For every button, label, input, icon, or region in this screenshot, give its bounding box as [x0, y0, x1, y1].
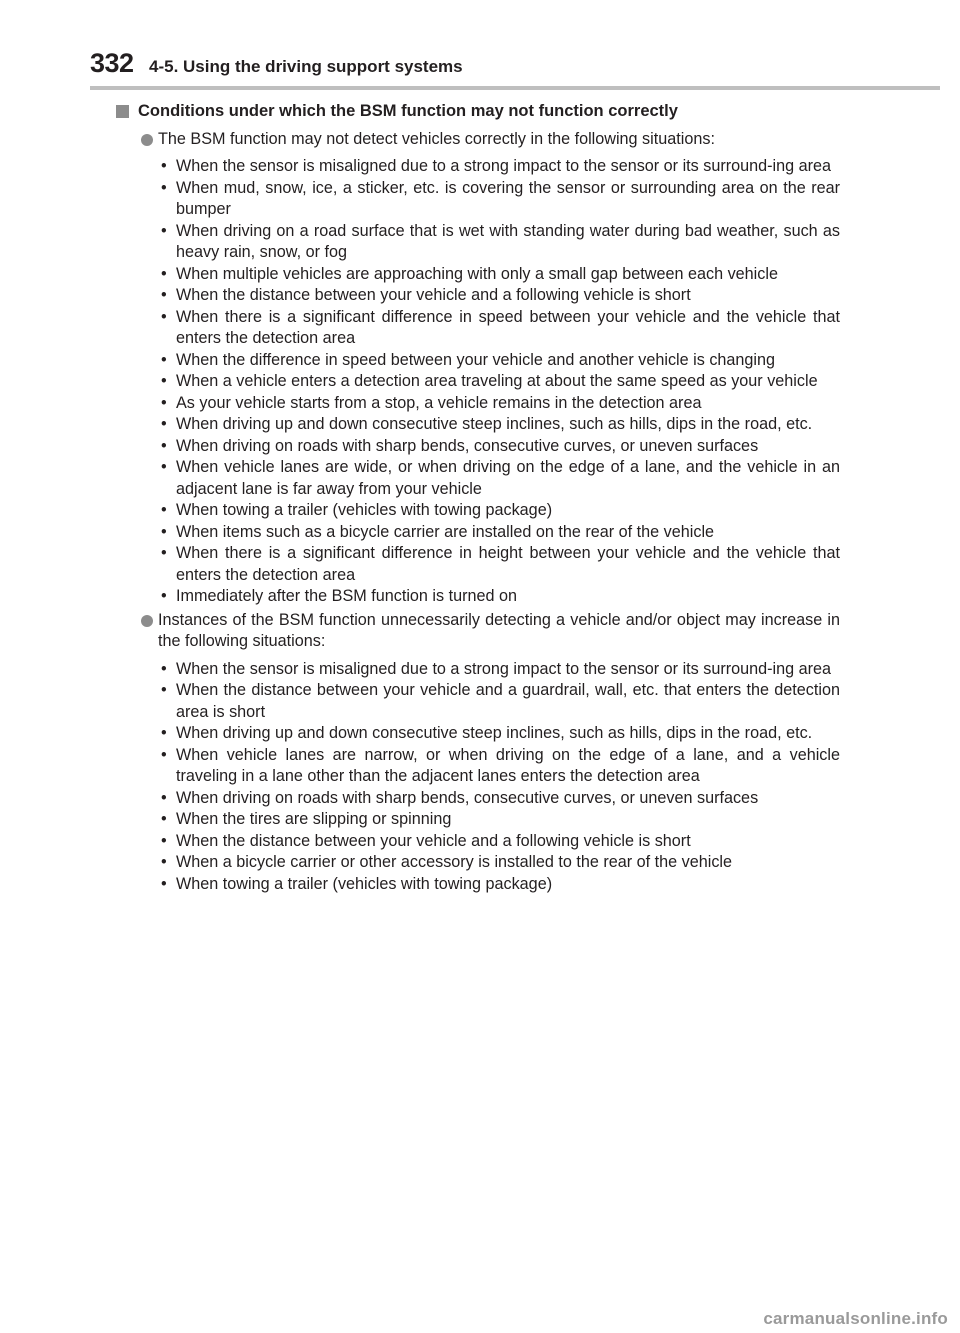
circle-bullet-icon [141, 615, 153, 627]
condition-group [116, 129, 840, 608]
dot-bullet-icon: • [161, 788, 167, 807]
dot-bullet-icon: • [161, 831, 167, 850]
list-item-text: When towing a trailer (vehicles with towing package) [176, 874, 553, 893]
list-item [161, 436, 840, 458]
dot-bullet-icon: • [161, 522, 167, 541]
list-item-text: When the tires are slipping or spinning [176, 810, 452, 828]
list-item-text: When towing a trailer (vehicles with towing package) [176, 501, 553, 519]
group-intro [116, 129, 840, 151]
page-number: 332 [90, 48, 134, 78]
list-item [161, 285, 840, 307]
list-item [161, 350, 840, 372]
list-item [161, 809, 840, 831]
dot-bullet-icon: • [161, 415, 167, 433]
list-item [161, 659, 840, 681]
dot-bullet-icon: • [161, 286, 167, 304]
dot-bullet-icon: • [161, 810, 167, 828]
list-item [161, 543, 840, 586]
dot-bullet-icon: • [161, 350, 167, 369]
list-item [161, 221, 840, 264]
list-item-text: When driving on roads with sharp bends, consecutive curves, or uneven surfaces [176, 436, 759, 455]
dot-bullet-icon: • [161, 221, 167, 240]
dot-bullet-icon: • [161, 178, 167, 197]
list-item-text: When driving on roads with sharp bends, consecutive curves, or uneven surfaces [176, 788, 759, 807]
list-item-text: When items such as a bicycle carrier are installed on the rear of the vehicle [176, 522, 715, 541]
list-item-text: When there is a significant difference in speed between your vehicle and the vehicle that enters the detection area [176, 307, 840, 347]
list-item [161, 156, 840, 178]
dot-bullet-icon: • [161, 544, 167, 562]
list-item-text: When the sensor is misaligned due to a strong impact to the sensor or its surround-ing area [176, 157, 832, 175]
list-item-text: When mud, snow, ice, a sticker, etc. is covering the sensor or surrounding area on the rear bumper [176, 178, 840, 218]
list-item [161, 852, 840, 874]
dot-bullet-icon: • [161, 681, 167, 699]
list-item [161, 788, 840, 810]
dot-bullet-icon: • [161, 458, 167, 476]
list-item [161, 680, 840, 723]
dot-bullet-icon: • [161, 393, 167, 412]
list-item [161, 500, 840, 522]
group-intro [116, 610, 840, 653]
list-item [161, 586, 840, 608]
list-item-text: When multiple vehicles are approaching with only a small gap between each vehicle [176, 264, 778, 283]
dot-bullet-icon: • [161, 659, 167, 678]
condition-list [116, 156, 840, 608]
list-item [161, 457, 840, 500]
square-bullet-icon [116, 105, 129, 118]
list-item [161, 723, 840, 745]
section-title: Conditions under which the BSM function may not function correctly [138, 102, 678, 120]
list-item [161, 178, 840, 221]
list-item-text: When driving up and down consecutive steep inclines, such as hills, dips in the road, etc. [176, 415, 813, 433]
list-item-text: When the sensor is misaligned due to a strong impact to the sensor or its surround-ing area [176, 659, 832, 678]
page-header [90, 46, 945, 86]
list-item-text: When a bicycle carrier or other accessory is installed to the rear of the vehicle [176, 853, 733, 871]
list-item-text: When the difference in speed between your vehicle and another vehicle is changing [176, 350, 776, 369]
list-item-text: When the distance between your vehicle and a following vehicle is short [176, 286, 691, 304]
list-item-text: When vehicle lanes are narrow, or when driving on the edge of a lane, and a vehicle traveling in a lane other than the adjacent lanes enters the detection area [176, 745, 840, 785]
list-item-text: When the distance between your vehicle and a following vehicle is short [176, 831, 691, 850]
dot-bullet-icon: • [161, 157, 167, 175]
dot-bullet-icon: • [161, 264, 167, 283]
condition-group [116, 610, 840, 896]
circle-bullet-icon [141, 134, 153, 146]
list-item [161, 264, 840, 286]
list-item [161, 745, 840, 788]
group-intro-text: Instances of the BSM function unnecessarily detecting a vehicle and/or object may increase in the following situations: [158, 610, 840, 650]
dot-bullet-icon: • [161, 724, 167, 742]
list-item [161, 831, 840, 853]
list-item-text: Immediately after the BSM function is turned on [176, 587, 518, 605]
list-item [161, 393, 840, 415]
list-item-text: When the distance between your vehicle and a guardrail, wall, etc. that enters the detection area is short [176, 681, 840, 721]
list-item [161, 307, 840, 350]
dot-bullet-icon: • [161, 874, 167, 893]
header-divider [90, 86, 940, 90]
list-item-text: When vehicle lanes are wide, or when driving on the edge of a lane, and the vehicle in an adjacent lane is far away from your vehicle [176, 458, 840, 498]
dot-bullet-icon: • [161, 587, 167, 605]
list-item [161, 414, 840, 436]
list-item-text: As your vehicle starts from a stop, a vehicle remains in the detection area [176, 393, 702, 412]
dot-bullet-icon: • [161, 745, 167, 764]
main-content [116, 101, 840, 895]
list-item [161, 371, 840, 393]
dot-bullet-icon: • [161, 436, 167, 455]
condition-list [116, 659, 840, 896]
chapter-title: 4-5. Using the driving support systems [149, 57, 463, 76]
section-heading [116, 101, 840, 123]
list-item-text: When driving on a road surface that is wet with standing water during bad weather, such as heavy rain, snow, or fog [176, 221, 840, 261]
list-item [161, 522, 840, 544]
list-item [161, 874, 840, 896]
group-intro-text: The BSM function may not detect vehicles correctly in the following situations: [158, 129, 715, 148]
dot-bullet-icon: • [161, 307, 167, 326]
list-item-text: When driving up and down consecutive steep inclines, such as hills, dips in the road, etc. [176, 724, 813, 742]
dot-bullet-icon: • [161, 853, 167, 871]
watermark: carmanualsonline.info [763, 1309, 948, 1328]
dot-bullet-icon: • [161, 501, 167, 519]
dot-bullet-icon: • [161, 372, 167, 390]
list-item-text: When there is a significant difference in height between your vehicle and the vehicle that enters the detection area [176, 544, 840, 584]
list-item-text: When a vehicle enters a detection area traveling at about the same speed as your vehicle [176, 372, 818, 390]
